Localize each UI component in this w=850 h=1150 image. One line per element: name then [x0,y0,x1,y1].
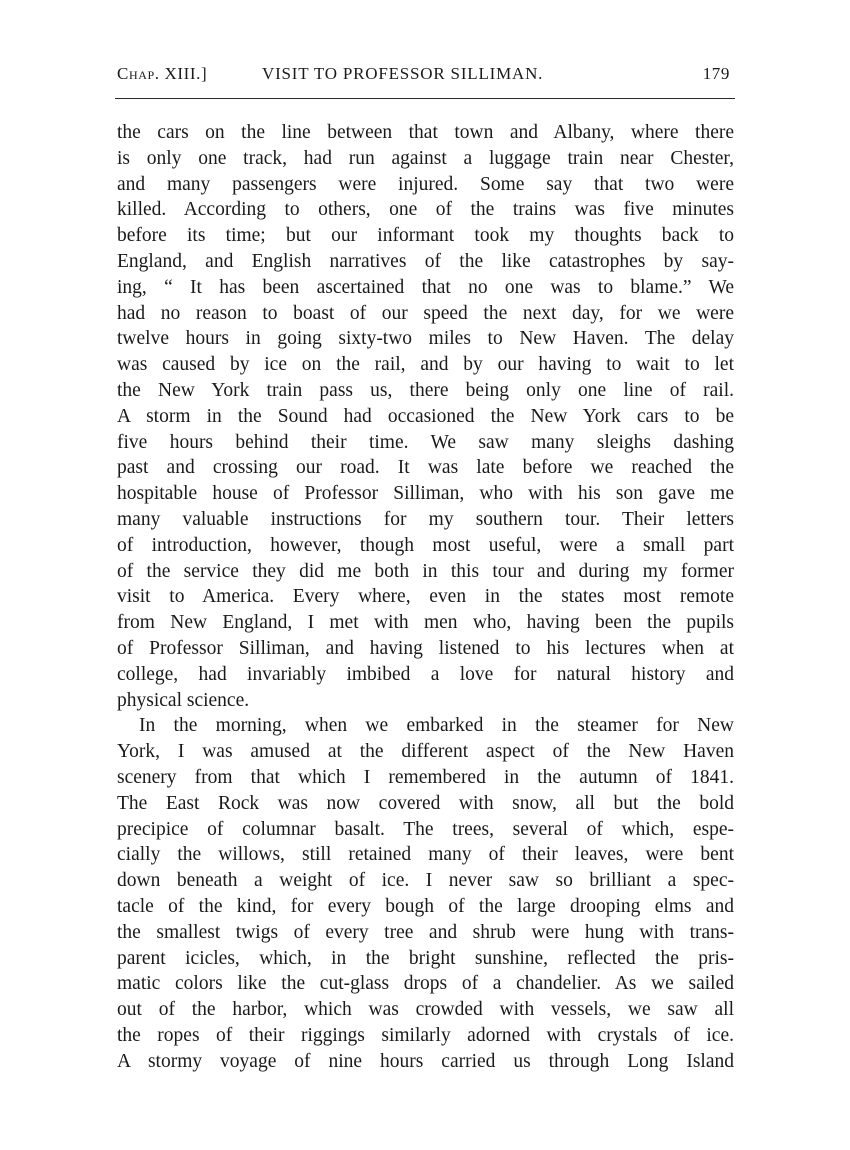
running-head [117,64,734,92]
text-line: the smallest twigs of every tree and shrub were hung with trans- [117,921,734,943]
text-line: In the morning, when we embarked in the steamer for New [139,715,734,737]
text-line: precipice of columnar basalt. The trees, several of which, espe- [117,818,734,840]
text-line: many valuable instructions for my southern tour. Their letters [117,508,734,530]
text-line: York, I was amused at the different aspect of the New Haven [117,741,734,763]
page-number: 179 [702,64,730,83]
text-line: before its time; but our informant took my thoughts back to [117,225,734,247]
text-line: the ropes of their riggings similarly adorned with crystals of ice. [117,1024,734,1046]
text-line: physical science. [117,689,250,711]
text-line: cially the willows, still retained many of their leaves, were bent [117,844,734,866]
text-line: A storm in the Sound had occasioned the New York cars to be [117,405,734,427]
text-line: matic colors like the cut-glass drops of a chandelier. As we sailed [117,973,734,995]
text-line: twelve hours in going sixty-two miles to New Haven. The delay [117,328,734,350]
running-title: VISIT TO PROFESSOR SILLIMAN. [262,64,544,83]
text-line: was caused by ice on the rail, and by our having to wait to let [117,354,734,376]
text-line: down beneath a weight of ice. I never saw so brilliant a spec- [117,870,734,892]
text-line: tacle of the kind, for every bough of the large drooping elms and [117,895,734,917]
text-line: is only one track, had run against a luggage train near Chester, [117,147,734,169]
text-line: from New England, I met with men who, having been the pupils [117,612,734,634]
text-line: past and crossing our road. It was late before we reached the [117,457,734,479]
text-line: ing, “ It has been ascertained that no one was to blame.” We [117,276,734,298]
text-line: had no reason to boast of our speed the next day, for we were [117,302,734,324]
chapter-label: Chap. XIII.] [117,64,208,83]
text-line: five hours behind their time. We saw many sleighs dashing [117,431,734,453]
text-line: visit to America. Every where, even in the states most remote [117,586,734,608]
text-line: the cars on the line between that town and Albany, where there [117,122,734,143]
text-line: A stormy voyage of nine hours carried us through Long Island [117,1050,734,1072]
text-line: of Professor Silliman, and having listened to his lectures when at [117,637,734,659]
text-line: parent icicles, which, in the bright sunshine, reflected the pris- [117,947,734,969]
text-line: the New York train pass us, there being only one line of rail. [117,379,734,401]
text-line: and many passengers were injured. Some say that two were [117,173,734,195]
text-line: of introduction, however, though most useful, were a small part [117,534,734,556]
text-line: scenery from that which I remembered in the autumn of 1841. [117,766,734,788]
text-line: out of the harbor, which was crowded with vessels, we saw all [117,999,734,1021]
body-text [117,120,734,1074]
text-line: The East Rock was now covered with snow, all but the bold [117,792,734,814]
text-line: killed. According to others, one of the trains was five minutes [117,199,734,221]
text-line: England, and English narratives of the like catastrophes by say- [117,250,734,272]
text-line: of the service they did me both in this tour and during my former [117,560,734,582]
header-rule [115,98,735,99]
text-line: college, had invariably imbibed a love for natural history and [117,663,734,685]
text-line: hospitable house of Professor Silliman, who with his son gave me [117,483,734,505]
